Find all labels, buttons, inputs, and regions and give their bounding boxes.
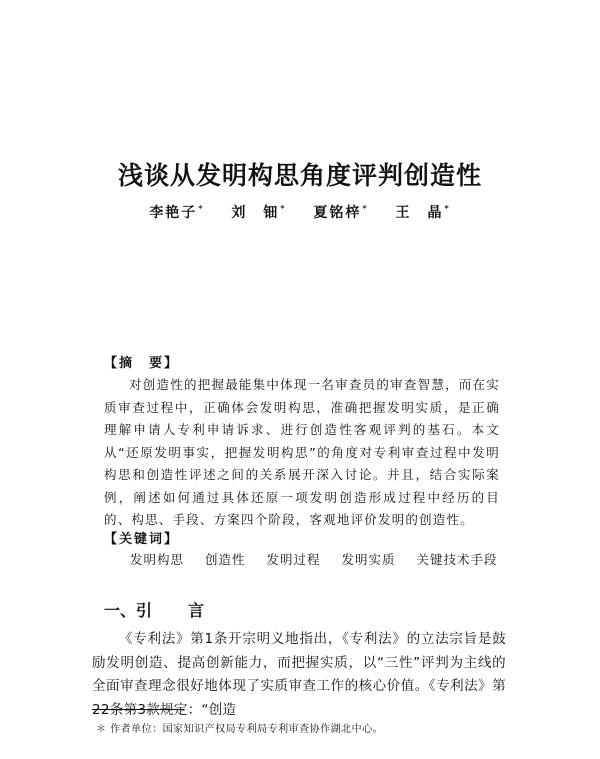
abstract-label: 【摘 要】	[104, 356, 180, 371]
author: 夏铭梓*	[313, 203, 369, 221]
author: 刘 钿*	[231, 203, 287, 221]
abstract-text: 对创造性的把握最能集中体现一名审查员的审查智慧，而在实质审查过程中，正确体会发明构思，准确把握发明实质，是正确理解申请人专利申请诉求、进行创造性客观评判的基石。本文从“还原发明事实，把握发明构思”的角度对专利审查过程中发明构思和创造性评述之间的关系展开深入讨论。并且，结合实际案例，阐述如何通过具体还原一项发明创造形成过程中经历的目的、构思、手段、方案四个阶段，客观地评价发明的创造性。	[104, 377, 500, 527]
author: 李艳子*	[149, 203, 205, 221]
keyword: 创造性	[205, 552, 246, 567]
author-list	[0, 202, 600, 222]
keyword: 发明过程	[266, 552, 321, 567]
author: 王 晶*	[395, 203, 451, 221]
keyword: 关键技术手段	[416, 552, 498, 567]
paper-title: 浅谈从发明构思角度评判创造性	[117, 161, 482, 190]
body-paragraph: 《专利法》第1条开宗明义地指出，《专利法》的立法宗旨是鼓励发明创造、提高创新能力，而把握实质，以“三性”评判为主线的全面审查理念很好地体现了实质审查工作的核心价值。《专利法》第22条第3款规定：“创造	[92, 631, 506, 718]
keyword: 发明实质	[341, 552, 396, 567]
footnote: ＊ 作者单位：国家知识产权局专利局专利审查协作湖北中心。	[96, 724, 384, 735]
section-heading: 一、引 言	[104, 601, 205, 620]
keywords-list	[130, 550, 514, 568]
footnote-divider	[92, 709, 184, 710]
keyword: 发明构思	[130, 552, 185, 567]
keywords-label: 【关键词】	[104, 532, 180, 547]
